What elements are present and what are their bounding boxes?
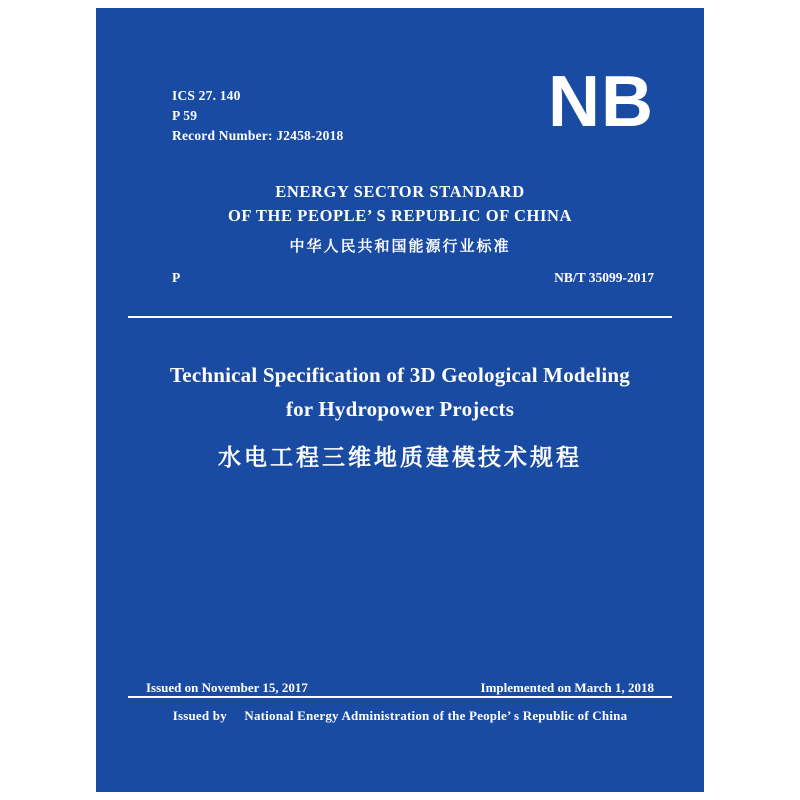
standard-code-row bbox=[172, 270, 654, 286]
issuer-label: Issued by bbox=[172, 708, 227, 723]
ics-number: ICS 27. 140 bbox=[172, 88, 241, 103]
dates-row bbox=[146, 680, 654, 696]
title-english-line2: for Hydropower Projects bbox=[285, 397, 515, 421]
nb-logo: NB bbox=[548, 62, 654, 142]
standard-code: NB/T 35099-2017 bbox=[554, 270, 654, 285]
standard-name-chinese: 中华人民共和国能源行业标准 bbox=[289, 239, 511, 255]
cover-metadata bbox=[172, 86, 343, 146]
classification-letter: P bbox=[172, 270, 181, 285]
record-number: Record Number: J2458-2018 bbox=[172, 128, 344, 143]
issuer-organization: National Energy Administration of the People’ s Republic of China bbox=[244, 708, 628, 723]
classification-number: P 59 bbox=[172, 108, 198, 123]
standard-name-english-line1: ENERGY SECTOR STANDARD bbox=[275, 182, 525, 201]
document-title-block bbox=[136, 358, 664, 478]
standard-name-block bbox=[96, 180, 704, 262]
title-chinese: 水电工程三维地质建模技术规程 bbox=[218, 445, 582, 470]
issuer-row bbox=[96, 708, 704, 724]
divider-bottom bbox=[128, 696, 672, 698]
issued-date: Issued on November 15, 2017 bbox=[146, 680, 308, 695]
standard-cover bbox=[96, 8, 704, 792]
implemented-date: Implemented on March 1, 2018 bbox=[480, 680, 654, 695]
title-english-line1: Technical Specification of 3D Geological Modeling bbox=[170, 363, 630, 387]
standard-name-english-line2: OF THE PEOPLE’ S REPUBLIC OF CHINA bbox=[227, 206, 573, 225]
divider-top bbox=[128, 316, 672, 318]
